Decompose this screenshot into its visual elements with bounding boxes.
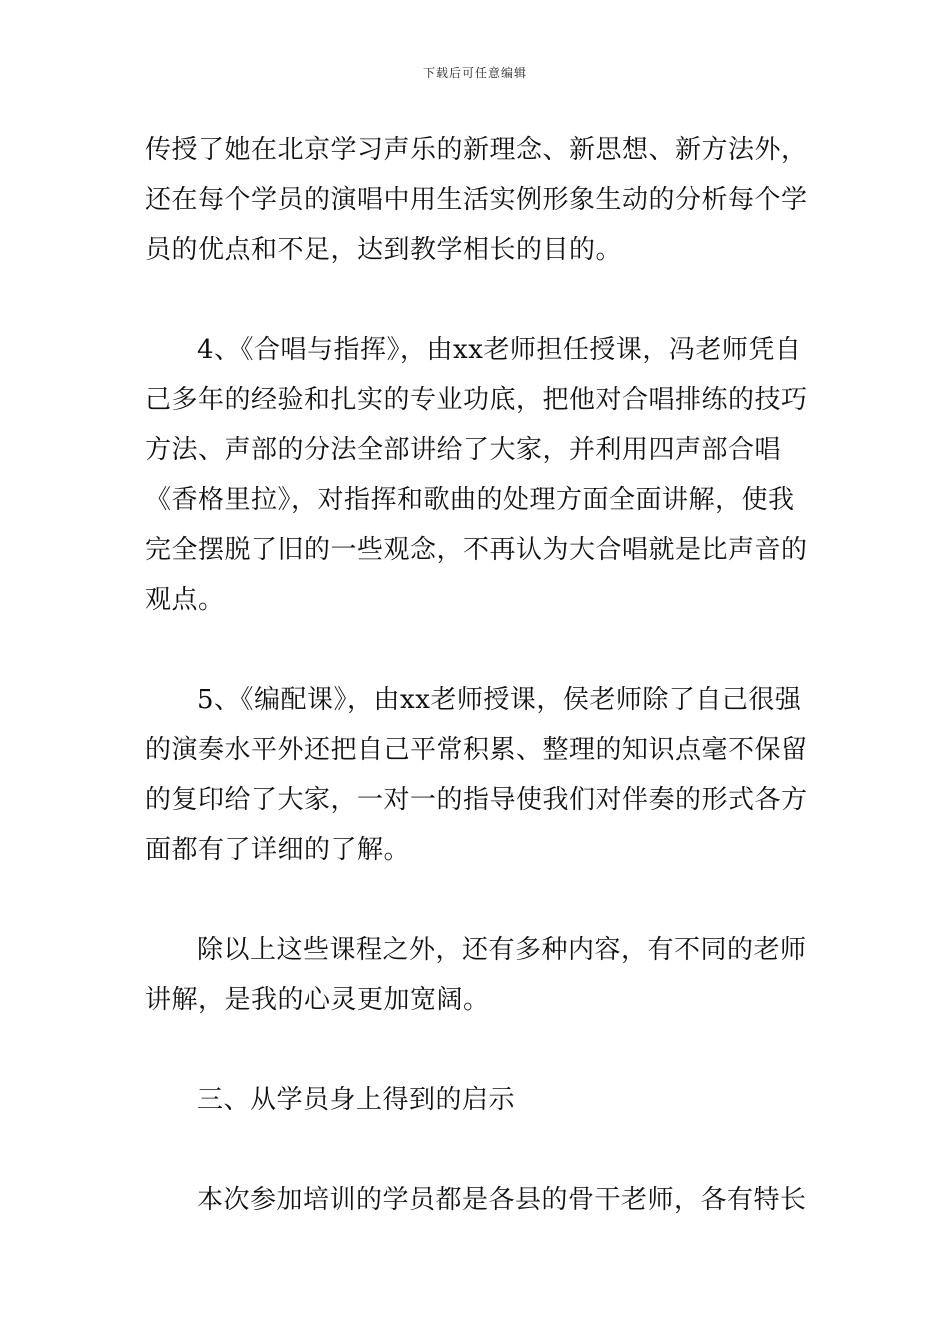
text-line: 讲解，是我的心灵更加宽阔。 [145, 985, 490, 1015]
paragraph-item-4 [145, 325, 810, 625]
text-line: 面都有了详细的了解。 [145, 835, 411, 865]
paragraph-gap [145, 1125, 810, 1175]
paragraph-item-5 [145, 675, 810, 875]
section-heading [145, 1075, 810, 1125]
text-line: 完全摆脱了旧的一些观念，不再认为大合唱就是比声音的 [145, 535, 808, 565]
text-line: 4、《合唱与指挥》，由xx老师担任授课，冯老师凭自 [197, 335, 802, 365]
text-line: 己多年的经验和扎实的专业功底，把他对合唱排练的技巧 [145, 385, 808, 415]
paragraph-summary [145, 925, 810, 1025]
page-header: 下载后可任意编辑 [422, 66, 527, 80]
text-line: 方法、声部的分法全部讲给了大家，并利用四声部合唱 [145, 435, 782, 465]
paragraph-gap [145, 625, 810, 675]
text-line: 的复印给了大家，一对一的指导使我们对伴奏的形式各方 [145, 785, 808, 815]
text-line: 5、《编配课》，由xx老师授课，侯老师除了自己很强 [197, 685, 802, 715]
text-line: 传授了她在北京学习声乐的新理念、新思想、新方法外， [145, 135, 808, 165]
paragraph-gap [145, 275, 810, 325]
text-line: 《香格里拉》，对指挥和歌曲的处理方面全面讲解，使我 [145, 485, 795, 515]
text-line: 的演奏水平外还把自己平常积累、整理的知识点毫不保留 [145, 735, 808, 765]
text-line: 观点。 [145, 585, 225, 615]
paragraph-gap [145, 1025, 810, 1075]
document-body [145, 125, 810, 1225]
text-line: 除以上这些课程之外，还有多种内容，有不同的老师 [197, 935, 807, 965]
paragraph-gap [145, 875, 810, 925]
section-heading-text: 三、从学员身上得到的启示 [197, 1085, 516, 1115]
text-line: 本次参加培训的学员都是各县的骨干老师，各有特长 [197, 1185, 807, 1215]
paragraph-trainees [145, 1175, 810, 1225]
text-line: 员的优点和不足，达到教学相长的目的。 [145, 235, 623, 265]
paragraph-continuation [145, 125, 810, 275]
text-line: 还在每个学员的演唱中用生活实例形象生动的分析每个学 [145, 185, 808, 215]
